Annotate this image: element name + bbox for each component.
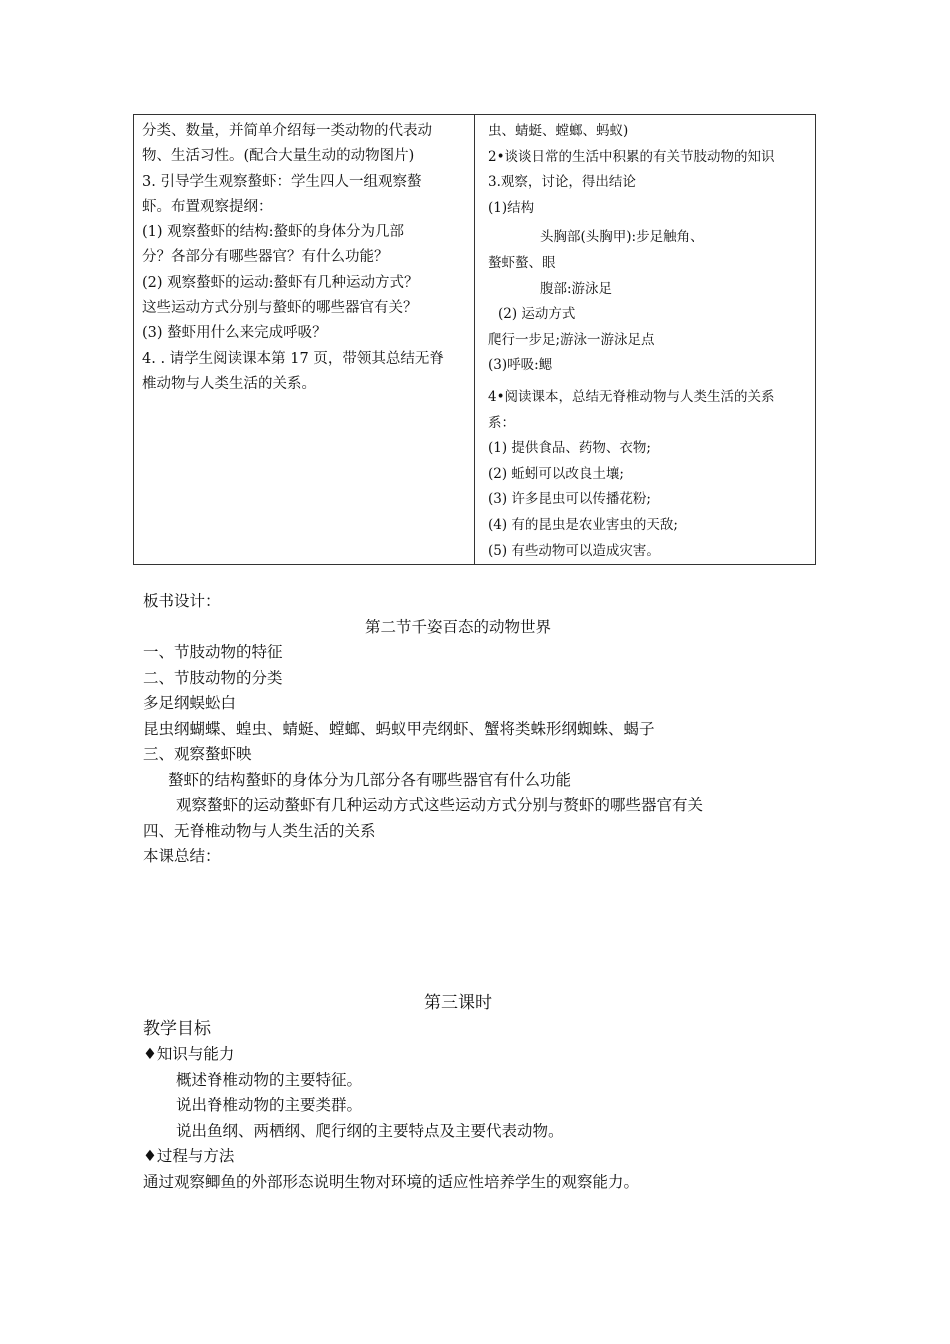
process-item: 通过观察鲫鱼的外部形态说明生物对环境的适应性培养学生的观察能力。 [143, 1172, 640, 1191]
board-line: 观察螯虾的运动螯虾有几种运动方式这些运动方式分别与赘虾的哪些器官有关 [176, 796, 704, 814]
board-line: 二、节肢动物的分类 [143, 668, 283, 687]
table-line: 螯虾螯、眼 [488, 254, 556, 271]
table-line: (4) 有的昆虫是农业害虫的天敌; [488, 516, 678, 533]
board-line: 昆虫纲蝴蝶、蝗虫、蜻蜓、螳螂、蚂蚁甲壳纲虾、蟹将类蛛形纲蜘蛛、蝎子 [143, 719, 655, 738]
table-line: (3)呼吸:鳃 [488, 357, 553, 374]
goal-item: 说出鱼纲、两栖纲、爬行纲的主要特点及主要代表动物。 [176, 1121, 564, 1140]
board-title: 第二节千姿百态的动物世界 [364, 617, 551, 636]
table-line: 椎动物与人类生活的关系。 [142, 375, 316, 392]
table-line: 3.观察，讨论，得出结论 [488, 174, 636, 191]
table-line: (3) 螯虾用什么来完成呼吸？ [142, 325, 327, 342]
board-label: 板书设计： [143, 592, 221, 610]
table-line: 这些运动方式分别与螯虾的哪些器官有关？ [142, 300, 418, 317]
table-line: 4. . 请学生阅读课本第 17 页，带领其总结无脊 [142, 350, 444, 367]
table-line: 3. 引导学生观察螯虾：学生四人一组观察螯 [142, 173, 422, 190]
student-activity-column [475, 115, 815, 564]
table-line: (1)结构 [488, 199, 535, 216]
board-design-section [143, 589, 843, 870]
board-line: 三、观察螯虾映 [143, 745, 252, 763]
table-line: 分类、数量，并简单介绍每一类动物的代表动 [142, 123, 432, 139]
board-line: 一、节肢动物的特征 [143, 643, 283, 661]
table-line: (1) 观察螯虾的结构:螯虾的身体分为几部 [142, 224, 405, 241]
goal-item: 概述脊椎动物的主要特征。 [176, 1070, 363, 1089]
lesson-table [133, 114, 816, 565]
table-line: (1) 提供食品、药物、衣物; [488, 440, 651, 457]
lesson-title: 第三课时 [424, 993, 492, 1013]
table-line: 2•谈谈日常的生活中积累的有关节肢动物的知识 [488, 148, 775, 165]
process-heading: ♦过程与方法 [143, 1147, 235, 1165]
table-line: 腹部:游泳足 [540, 280, 613, 297]
table-line: 爬行一步足;游泳一游泳足点 [488, 331, 655, 348]
table-line: 系： [488, 414, 515, 431]
goals-heading: 教学目标 [143, 1018, 211, 1039]
table-line: 虾。布置观察提纲： [142, 198, 273, 215]
board-line: 螯虾的结构螯虾的身体分为几部分各有哪些器官有什么功能 [168, 770, 572, 789]
board-line: 四、无脊椎动物与人类生活的关系 [143, 821, 376, 840]
board-line: 多足纲蜈蚣白 [143, 694, 237, 712]
lesson-summary-label: 本课总结： [143, 847, 221, 865]
goal-item: 说出脊椎动物的主要类群。 [176, 1096, 363, 1114]
table-line: (5) 有些动物可以造成灾害。 [488, 542, 660, 559]
lesson-three-section [143, 991, 843, 1195]
table-line: 分？各部分有哪些器官？有什么功能？ [142, 249, 389, 266]
table-line: (3) 许多昆虫可以传播花粉; [488, 491, 651, 508]
table-line: 4•阅读课本，总结无脊椎动物与人类生活的关系 [488, 388, 775, 405]
table-line: 物、生活习性。(配合大量生动的动物图片) [142, 148, 415, 165]
teacher-activity-column [134, 115, 475, 564]
knowledge-heading: ♦知识与能力 [143, 1045, 235, 1063]
table-line: 虫、蜻蜓、螳螂、蚂蚁) [488, 123, 629, 139]
table-line: 头胸部(头胸甲):步足触角、 [540, 229, 704, 246]
table-line: (2) 运动方式 [498, 306, 576, 323]
table-line: (2) 观察螯虾的运动:螯虾有几种运动方式？ [142, 274, 419, 291]
table-line: (2) 蚯蚓可以改良土壤; [488, 465, 624, 482]
